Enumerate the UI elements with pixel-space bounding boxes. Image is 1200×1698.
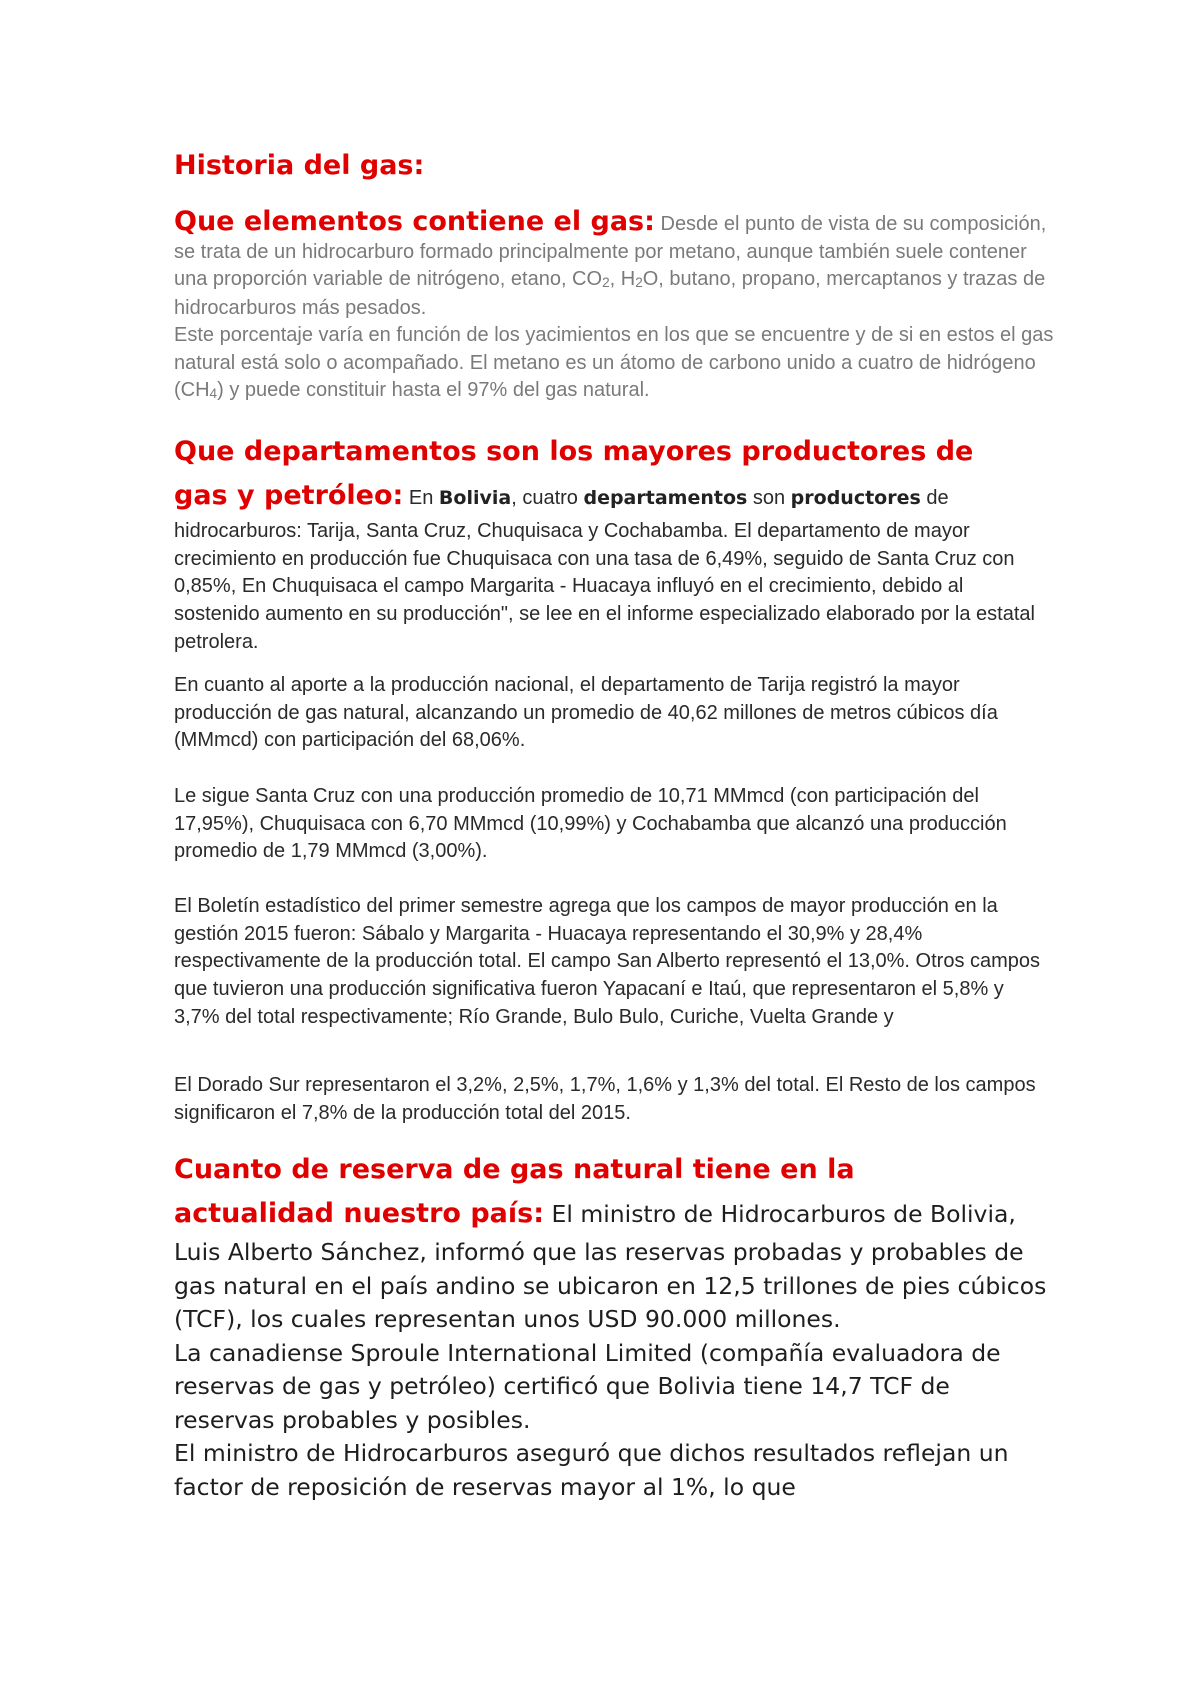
- page-title: Historia del gas:: [174, 150, 425, 181]
- text-run: En: [403, 487, 439, 509]
- subscript-ch4: 4: [209, 386, 218, 402]
- section-reserves-heading: Cuanto de reserva de gas natural tiene en la: [174, 1154, 855, 1185]
- section-elements-text-a: Desde el punto de vista de su composición, se trata de un hidrocarburo formado principalmente por metano, aunque también suele contener una proporción variable de nitrógeno, etano, CO: [174, 213, 1047, 290]
- text-run: , cuatro: [511, 487, 584, 509]
- bold-run: Bolivia: [438, 487, 512, 509]
- section-reserves-body: [174, 1192, 1054, 1504]
- section-departments-paragraph-1: [174, 474, 1054, 657]
- section-reserves-heading-continued: actualidad nuestro país:: [174, 1198, 545, 1229]
- text-run: El ministro de Hidrocarburos de Bolivia, Luis Alberto Sánchez, informó que las reservas probadas y probables de gas natural en el país andino se ubicaron en 12,5 trillones de pies cúbicos (TCF), los cuales representan unos USD 90.000 millones.: [174, 1200, 1047, 1333]
- subscript-co2: 2: [602, 275, 610, 291]
- text-run: de hidrocarburos: Tarija, Santa Cruz, Chuquisaca y Cochabamba. El departamento de mayor crecimiento en producción fue Chuquisaca con una tasa de 6,49%, seguido de Santa Cruz con 0,85%, En Chuquisaca el campo Margarita - Huacaya influyó en el crecimiento, debido al sostenido aumento en su producción", se lee en el informe especializado elaborado por la estatal petrolera.: [174, 487, 1035, 653]
- section-reserves: [174, 1148, 1054, 1504]
- text-run: son: [747, 487, 791, 509]
- section-departments-paragraph-4: El Boletín estadístico del primer semestre agrega que los campos de mayor producción en la gestión 2015 fueron: Sábalo y Margarita - Huacaya representando el 30,9% y 28,4% respectivamente de la producción total. El campo San Alberto representó el 13,0%. Otros campos que tuvieron una producción significativa fueron Yapacaní e Itaú, que representaron el 5,8% y 3,7% del total respectivamente; Río Grande, Bulo Bulo, Curiche, Vuelta Grande y: [174, 895, 1041, 1028]
- bold-run: productores: [790, 487, 921, 509]
- section-departments-heading: Que departamentos son los mayores productores de: [174, 436, 974, 467]
- text-run: El ministro de Hidrocarburos aseguró que dichos resultados reflejan un factor de reposición de reservas mayor al 1%, lo que: [174, 1439, 1009, 1501]
- section-departments-paragraph-3: Le sigue Santa Cruz con una producción promedio de 10,71 MMmcd (con participación del 17,95%), Chuquisaca con 6,70 MMmcd (10,99%) y Cochabamba que alcanzó una producción promedio de 1,79 MMmcd (3,00%).: [174, 785, 1007, 863]
- section-departments-paragraph-5: El Dorado Sur representaron el 3,2%, 2,5%, 1,7%, 1,6% y 1,3% del total. El Resto de los campos significaron el 7,8% de la producción total del 2015.: [174, 1074, 1036, 1124]
- bold-run: departamentos: [583, 487, 748, 509]
- section-elements-text-e: ) y puede constituir hasta el 97% del gas natural.: [217, 379, 650, 401]
- section-elements-text-c: O, butano, propano, mercaptanos y trazas de hidrocarburos más pesados.: [174, 268, 1046, 319]
- section-elements-text-d: Este porcentaje varía en función de los yacimientos en los que se encuentre y de si en estos el gas natural está solo o acompañado. El metano es un átomo de carbono unido a cuatro de hidrógeno (CH: [174, 324, 1054, 401]
- section-departments-paragraph-2: En cuanto al aporte a la producción nacional, el departamento de Tarija registró la mayor producción de gas natural, alcanzando un promedio de 40,62 millones de metros cúbicos día (MMmcd) con participación del 68,06%.: [174, 674, 998, 752]
- section-elements: [174, 208, 1054, 406]
- section-elements-text-b: , H: [609, 268, 636, 290]
- section-departments-heading-continued: gas y petróleo:: [174, 480, 404, 511]
- section-departments: [174, 430, 1054, 657]
- subscript-h2o: 2: [635, 275, 643, 291]
- section-elements-heading: Que elementos contiene el gas:: [174, 206, 655, 237]
- text-run: La canadiense Sproule International Limited (compañía evaluadora de reservas de gas y petróleo) certificó que Bolivia tiene 14,7 TCF de reservas probables y posibles.: [174, 1338, 1001, 1434]
